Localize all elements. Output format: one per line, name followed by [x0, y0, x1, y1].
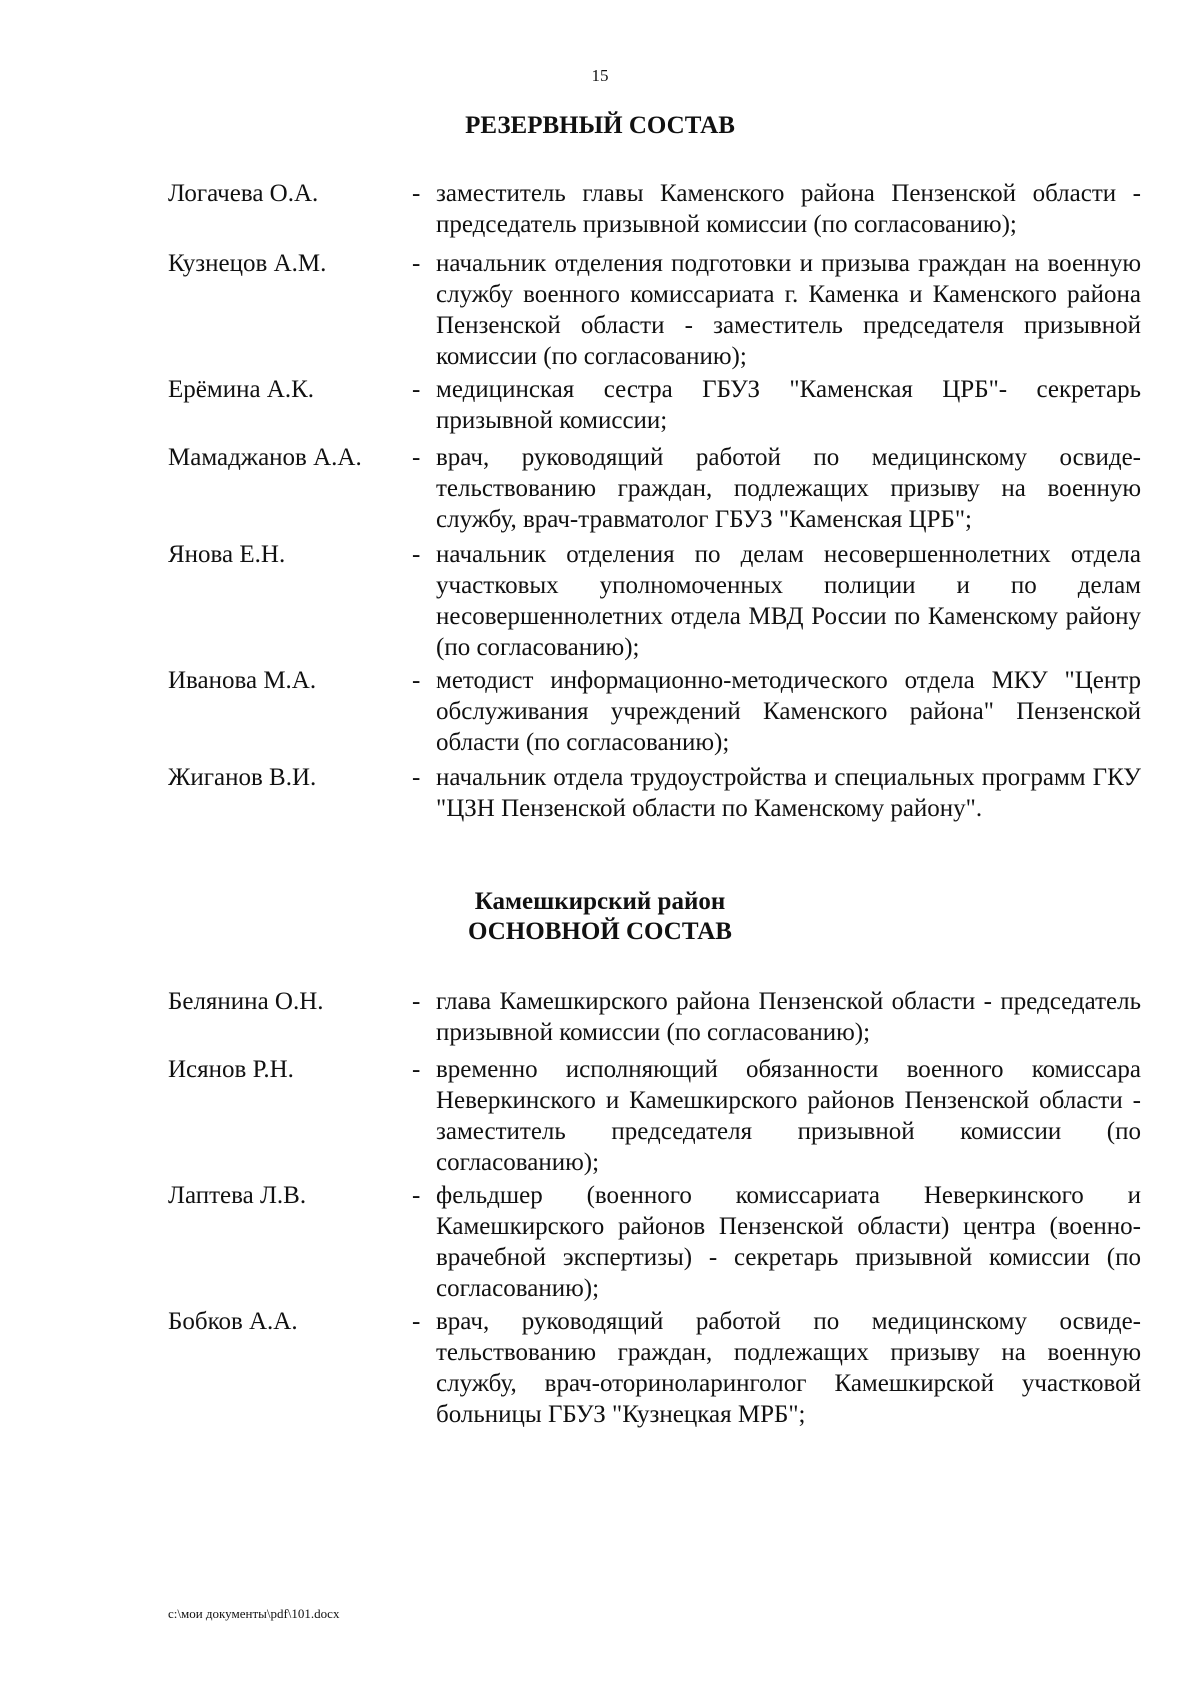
list-item — [168, 1306, 1141, 1430]
member-description: методист информационно-методического отдела МКУ "Центр обслуживания учреждений Каменского района" Пензенской области (по согласованию); — [436, 667, 1141, 756]
dash-separator: - — [412, 1182, 421, 1209]
member-description: начальник отделения по делам несовершеннолетних отдела участковых уполномоченных полиции и по делам несовершеннолетних отдела МВД России по Каменскому району (по согласованию); — [436, 541, 1141, 661]
list-item — [168, 248, 1141, 372]
dash-separator: - — [412, 1056, 421, 1083]
list-item — [168, 539, 1141, 663]
member-description: временно исполняющий обязанности военного комиссара Неверкинского и Камешкирского районов Пензенской области - заместитель председателя призывной комиссии (по согласованию); — [436, 1056, 1141, 1176]
list-item — [168, 374, 1141, 436]
member-name: Бобков А.А. — [168, 1308, 298, 1335]
district-title: Камешкирский район — [474, 888, 726, 915]
member-name: Янова Е.Н. — [168, 541, 286, 568]
dash-separator: - — [412, 250, 421, 277]
list-item — [168, 1054, 1141, 1178]
member-description: заместитель главы Каменского района Пензенской области - председатель призывной комиссии (по согласованию); — [436, 180, 1141, 238]
list-item — [168, 762, 1141, 824]
member-description: медицинская сестра ГБУЗ "Каменская ЦРБ"- секретарь призывной комиссии; — [436, 376, 1141, 434]
list-item — [168, 442, 1141, 535]
footer-file-path: c:\мои документы\pdf\101.docx — [168, 1606, 340, 1621]
dash-separator: - — [412, 1308, 421, 1335]
dash-separator: - — [412, 376, 421, 403]
member-name: Мамаджанов А.А. — [168, 444, 362, 471]
member-description: начальник отделения подготовки и призыва граждан на военную службу военного комиссариата г. Каменка и Каменского района Пензенской области - заместитель председателя призывной комиссии (по согласованию); — [436, 250, 1141, 370]
section-title-reserve: РЕЗЕРВНЫЙ СОСТАВ — [465, 112, 735, 139]
member-description: врач, руководящий работой по медицинскому освидетельствованию граждан, подлежащих призыву на военную службу, врач-травматолог ГБУЗ "Каменская ЦРБ"; — [436, 444, 1141, 533]
list-item — [168, 1180, 1141, 1304]
member-name: Логачева О.А. — [168, 180, 319, 207]
list-item — [168, 665, 1141, 758]
member-name: Иванова М.А. — [168, 667, 317, 694]
section-title-main: ОСНОВНОЙ СОСТАВ — [468, 918, 732, 945]
member-name: Лаптева Л.В. — [168, 1182, 307, 1209]
member-description: врач, руководящий работой по медицинскому освидетельствованию граждан, подлежащих призыву на военную службу, врач-оториноларинголог Камешкирской участковой больницы ГБУЗ "Кузнецкая МРБ"; — [436, 1308, 1141, 1428]
member-description: фельдшер (военного комиссариата Неверкинского и Камешкирского районов Пензенской области) центра (военно-врачебной экспертизы) - секретарь призывной комиссии (по согласованию); — [436, 1182, 1141, 1302]
member-name: Ерёмина А.К. — [168, 376, 315, 403]
dash-separator: - — [412, 988, 421, 1015]
member-name: Исянов Р.Н. — [168, 1056, 294, 1083]
dash-separator: - — [412, 444, 421, 471]
member-name: Жиганов В.И. — [168, 764, 317, 791]
member-name: Кузнецов А.М. — [168, 250, 327, 277]
dash-separator: - — [412, 667, 421, 694]
dash-separator: - — [412, 764, 421, 791]
member-name: Белянина О.Н. — [168, 988, 324, 1015]
dash-separator: - — [412, 180, 421, 207]
list-item — [168, 986, 1141, 1048]
list-item — [168, 178, 1141, 240]
page-number: 15 — [591, 66, 609, 85]
member-description: глава Камешкирского района Пензенской области - председатель призывной комиссии (по согласованию); — [436, 988, 1141, 1046]
dash-separator: - — [412, 541, 421, 568]
member-description: начальник отдела трудоустройства и специальных программ ГКУ "ЦЗН Пензенской области по Каменскому району". — [436, 764, 1141, 822]
